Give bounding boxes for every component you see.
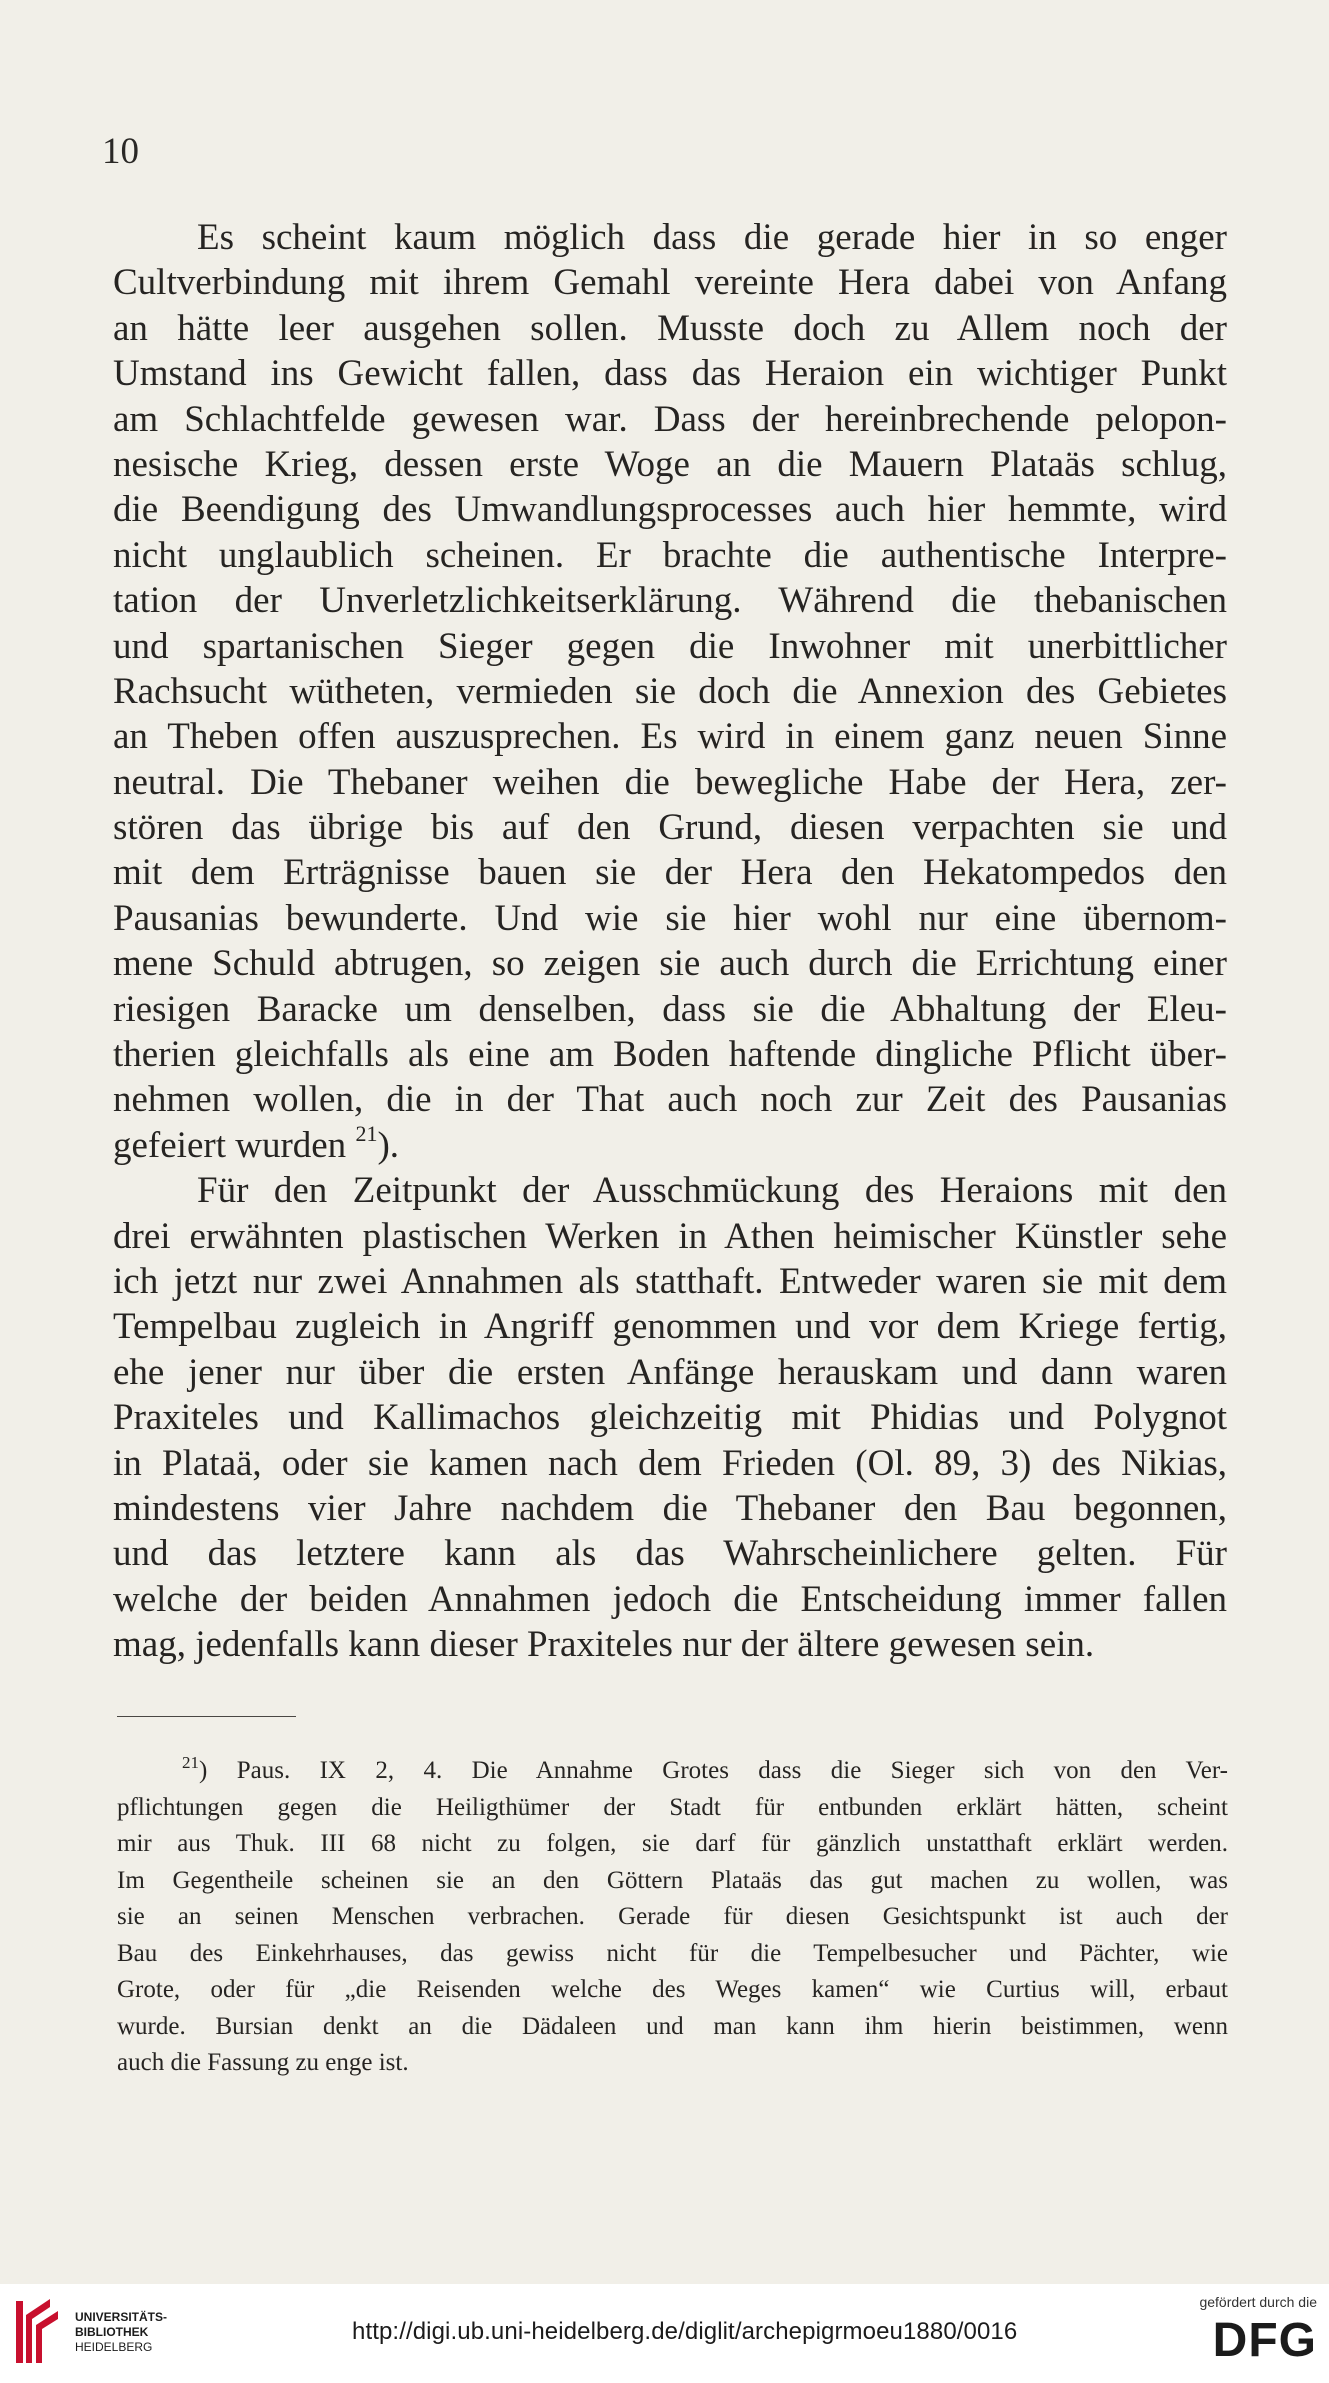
text-line: welche der beiden Annahmen jedoch die Entscheidung immer fallen [113,1578,1227,1620]
footer-bar [0,2284,1329,2383]
footnote-reference[interactable]: 21 [355,1120,378,1146]
text-line: stören das übrige bis auf den Grund, diesen verpachten sie und [113,807,1227,849]
footnote-line: mir aus Thuk. III 68 nicht zu folgen, sie darf für gänzlich unstatthaft erklärt werden. [117,1830,1228,1857]
sponsor-caption: gefördert durch die [1199,2294,1317,2310]
footnote-line: Im Gegentheile scheinen sie an den Göttern Plataäs das gut machen zu wollen, was [117,1866,1228,1894]
text-line: Tempelbau zugleich in Angriff genommen und vor dem Kriege fertig, [113,1306,1227,1348]
library-name [75,2310,167,2355]
footnote-line: Grote, oder für „die Reisenden welche des Weges kamen“ wie Curtius will, erbaut [117,1976,1228,2003]
footnote-line: wurde. Bursian denkt an die Dädaleen und man kann ihm hierin beistimmen, wenn [117,2012,1228,2040]
footnote-line: pflichtungen gegen die Heiligthümer der Stadt für entbunden erklärt hätten, scheint [117,1793,1228,1821]
text-line: therien gleichfalls als eine am Boden haftende dingliche Pflicht über- [113,1034,1227,1076]
text-line: nehmen wollen, die in der That auch noch zur Zeit des Pausanias [113,1079,1227,1121]
text-line: die Beendigung des Umwandlungsprocesses auch hier hemmte, wird [113,489,1227,531]
text-line: Praxiteles und Kallimachos gleichzeitig mit Phidias und Polygnot [113,1397,1227,1439]
text-line: am Schlachtfelde gewesen war. Dass der hereinbrechende pelopon- [113,398,1227,440]
text-line: mene Schuld abtrugen, so zeigen sie auch durch die Errichtung einer [113,943,1227,985]
text-line: Umstand ins Gewicht fallen, dass das Heraion ein wichtiger Punkt [113,353,1227,395]
text-line: mit dem Erträgnisse bauen sie der Hera den Hekatompedos den [113,852,1227,894]
text-line: an Theben offen auszusprechen. Es wird in einem ganz neuen Sinne [113,716,1227,758]
text-line: mag, jedenfalls kann dieser Praxiteles nur der ältere gewesen sein. [113,1624,1095,1666]
footnote-line [117,1753,1228,1790]
text-line: und das letztere kann als das Wahrscheinlichere gelten. Für [113,1533,1227,1575]
text-line: in Plataä, oder sie kamen nach dem Frieden (Ol. 89, 3) des Nikias, [113,1442,1227,1484]
text-line: ich jetzt nur zwei Annahmen als statthaft. Entweder waren sie mit dem [113,1260,1227,1302]
footnote-reference-suffix: ). [377,1124,400,1166]
footnote-line: Bau des Einkehrhauses, das gewiss nicht für die Tempelbesucher und Pächter, wie [117,1939,1228,1967]
footnote-text: Paus. IX 2, 4. Die Annahme Grotes dass die Sieger sich von den Ver- [236,1757,1229,1784]
footnotes [117,1753,1228,2082]
library-name-line: BIBLIOTHEK [75,2325,149,2339]
sponsor-block [1177,2294,1317,2360]
body-text [113,215,1227,1668]
text-line: nesische Krieg, dessen erste Woge an die Mauern Plataäs schlug, [113,443,1227,485]
text-line: drei erwähnten plastischen Werken in Athen heimischer Künstler sehe [113,1215,1227,1257]
permalink-url[interactable]: http://digi.ub.uni-heidelberg.de/diglit/archepigrmoeu1880/0016 [352,2318,1018,2345]
text-line: Cultverbindung mit ihrem Gemahl vereinte Hera dabei von Anfang [113,262,1227,304]
footnote-line: auch die Fassung zu enge ist. [117,2049,409,2076]
text-line: riesigen Baracke um denselben, dass sie die Abhaltung der Eleu- [113,988,1227,1030]
text-line: tation der Unverletzlichkeitserklärung. Während die thebanischen [113,580,1227,622]
footnote-marker-suffix: ) [199,1757,208,1784]
text-line: und spartanischen Sieger gegen die Inwohner mit unerbittlicher [113,625,1227,667]
text-line: neutral. Die Thebaner weihen die bewegliche Habe der Hera, zer- [113,761,1227,803]
library-name-line: HEIDELBERG [75,2340,153,2354]
text-fragment: gefeiert wurden [113,1124,347,1166]
text-line: nicht unglaublich scheinen. Er brachte die authentische Interpre- [113,534,1227,576]
text-line: an hätte leer ausgehen sollen. Musste doch zu Allem noch der [113,307,1227,349]
library-name-line: UNIVERSITÄTS- [75,2310,168,2324]
footnote-divider [117,1716,296,1717]
text-line: Es scheint kaum möglich dass die gerade hier in so enger [197,217,1227,258]
text-line: Rachsucht wütheten, vermieden sie doch die Annexion des Gebietes [113,670,1227,712]
text-line: ehe jener nur über die ersten Anfänge herauskam und dann waren [113,1351,1227,1393]
footnote-marker: 21 [182,1753,199,1772]
library-logo-icon[interactable] [14,2297,60,2367]
page-number: 10 [102,131,139,172]
text-line: mindestens vier Jahre nachdem die Thebaner den Bau begonnen, [113,1487,1227,1529]
text-line: Für den Zeitpunkt der Ausschmückung des Heraions mit den [197,1170,1227,1212]
text-line-with-footnote [113,1120,1227,1168]
dfg-logo-text: DFG [1212,2316,1317,2360]
footnote-line: sie an seinen Menschen verbrachen. Gerade für diesen Gesichtspunkt ist auch der [117,1903,1228,1930]
dfg-logo-icon[interactable] [1193,2316,1317,2360]
text-line: Pausanias bewunderte. Und wie sie hier wohl nur eine übernom- [113,897,1227,939]
